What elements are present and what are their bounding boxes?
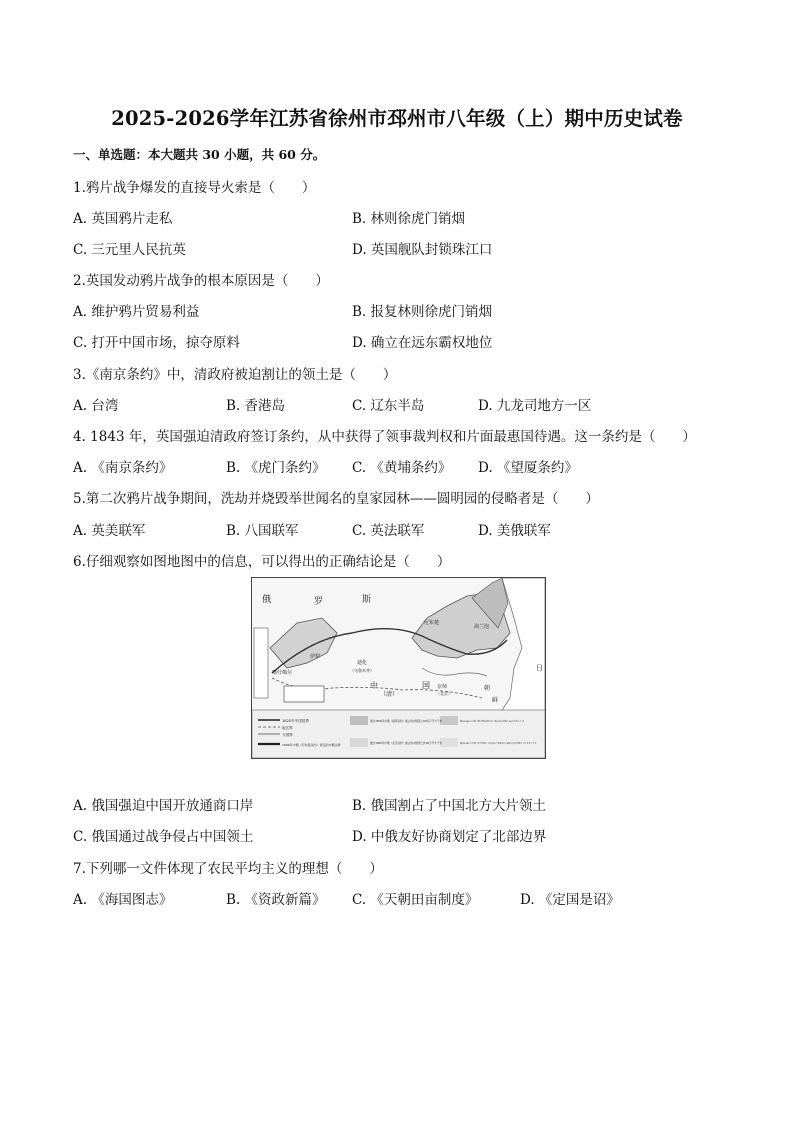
map-label-xian: 鲜 <box>492 697 499 704</box>
map-label-blagoveshchensk: 海兰泡 <box>474 624 490 630</box>
q7-option-a[interactable]: A. 《海国图志》 <box>73 892 173 908</box>
q1-option-b[interactable]: B. 林则徐虎门销烟 <box>352 211 466 227</box>
legend-beijing-treaty: 通过1860年中俄《北京条约》割占的中国领土约40万平方千米 <box>370 742 443 745</box>
q5-option-d[interactable]: D. 美俄联军 <box>478 523 551 539</box>
map-label-si: 斯 <box>362 595 372 605</box>
map-label-zhong: 中 <box>370 681 378 690</box>
russia-territory-map <box>251 577 546 759</box>
q1-option-c[interactable]: C. 三元里人民抗英 <box>73 242 186 258</box>
map-label-guo: 国 <box>422 681 430 690</box>
legend-revised-treaty: 通过1881年中俄《改订条约》以后的5个勘界议定书割占的中国领土7万多平方千米 <box>460 743 537 745</box>
map-label-nerchinsk: 尼布楚 <box>424 620 440 626</box>
question-3: 3.《南京条约》中，清政府被迫割让的领土是（ ） <box>73 367 397 383</box>
question-7: 7.下列哪一文件体现了农民平均主义的理想（ ） <box>73 861 383 877</box>
q6-option-a[interactable]: A. 俄国强迫中国开放通商口岸 <box>73 798 254 814</box>
legend-region-border: 地区界 <box>282 726 293 730</box>
q3-option-b[interactable]: B. 香港岛 <box>226 398 286 414</box>
map-label-e: 俄 <box>262 595 272 605</box>
q2-option-d[interactable]: D. 确立在远东霸权地位 <box>352 335 493 351</box>
q7-option-d[interactable]: D. 《定国是诏》 <box>520 892 620 908</box>
map-label-beijing: （北京） <box>436 691 452 696</box>
q7-option-c[interactable]: C. 《天朝田亩制度》 <box>352 892 479 908</box>
legend-1820-border: 1820年中国国界 <box>282 719 310 723</box>
q6-option-c[interactable]: C. 俄国通过战争侵占中国领土 <box>73 829 254 845</box>
q3-option-c[interactable]: C. 辽东半岛 <box>352 398 425 414</box>
q4-option-a[interactable]: A. 《南京条约》 <box>73 460 173 476</box>
q3-option-a[interactable]: A. 台湾 <box>73 398 119 414</box>
question-1: 1.鸦片战争爆发的直接导火索是（ ） <box>73 180 316 196</box>
q4-option-b[interactable]: B. 《虎门条约》 <box>226 460 326 476</box>
map-label-urumqi: （乌鲁木齐） <box>350 668 374 673</box>
q5-option-a[interactable]: A. 英美联军 <box>73 523 146 539</box>
map-label-dihua: 迪化 <box>357 660 368 666</box>
q4-option-c[interactable]: C. 《黄埔条约》 <box>352 460 452 476</box>
map-label-qing: （清） <box>380 691 399 698</box>
q3-option-d[interactable]: D. 九龙司地方一区 <box>478 398 592 414</box>
legend-aigun: 通过1858年中俄《瑷珲条约》割占的中国领土60多万平方千米 <box>370 720 443 723</box>
legend-nerchinsk-border: 1689年中俄《尼布楚条约》规定的中俄边界 <box>282 743 341 747</box>
map-label-chao: 朝 <box>484 685 491 692</box>
question-6: 6.仔细观察如图地图中的信息，可以得出的正确结论是（ ） <box>73 554 451 570</box>
q6-option-d[interactable]: D. 中俄友好协商划定了北部边界 <box>352 829 547 845</box>
q6-option-b[interactable]: B. 俄国割占了中国北方大片领土 <box>352 798 547 814</box>
q4-option-d[interactable]: D. 《望厦条约》 <box>478 460 578 476</box>
exam-title: 2025-2026学年江苏省徐州市邳州市八年级（上）期中历史试卷 <box>111 107 683 130</box>
q2-option-a[interactable]: A. 维护鸦片贸易利益 <box>73 304 200 320</box>
map-label-luo: 罗 <box>314 597 324 607</box>
map-label-kashgar: 喀什噶尔 <box>272 670 293 676</box>
map-label-jingshi: 京师 <box>437 684 448 690</box>
q1-option-a[interactable]: A. 英国鸦片走私 <box>73 211 173 227</box>
map-label-ri: 日 <box>536 664 543 672</box>
legend-current-border: 今国界 <box>282 733 293 737</box>
question-2: 2.英国发动鸦片战争的根本原因是（ ） <box>73 273 329 289</box>
q5-option-c[interactable]: C. 英法联军 <box>352 523 425 539</box>
map-label-yili: 伊犁 <box>310 654 321 660</box>
map-graphic <box>252 578 545 758</box>
q5-option-b[interactable]: B. 八国联军 <box>226 523 299 539</box>
q7-option-b[interactable]: B. 《资政新篇》 <box>226 892 326 908</box>
section-heading: 一、单选题：本大题共 30 小题，共 60 分。 <box>73 147 326 162</box>
q2-option-b[interactable]: B. 报复林则徐虎门销烟 <box>352 304 493 320</box>
question-5: 5.第二次鸦片战争期间，洗劫并烧毁举世闻名的皇家园林——圆明园的侵略者是（ ） <box>73 491 599 507</box>
legend-northwest-treaty: 通过1864年中俄《勘分西北界约记》割占的中国领土44万多平方千米 <box>460 721 525 723</box>
q2-option-c[interactable]: C. 打开中国市场，掠夺原料 <box>73 335 240 351</box>
question-4: 4. 1843 年，英国强迫清政府签订条约，从中获得了领事裁判权和片面最惠国待遇。这一条约是（ ） <box>73 429 696 445</box>
q1-option-d[interactable]: D. 英国舰队封锁珠江口 <box>352 242 493 258</box>
